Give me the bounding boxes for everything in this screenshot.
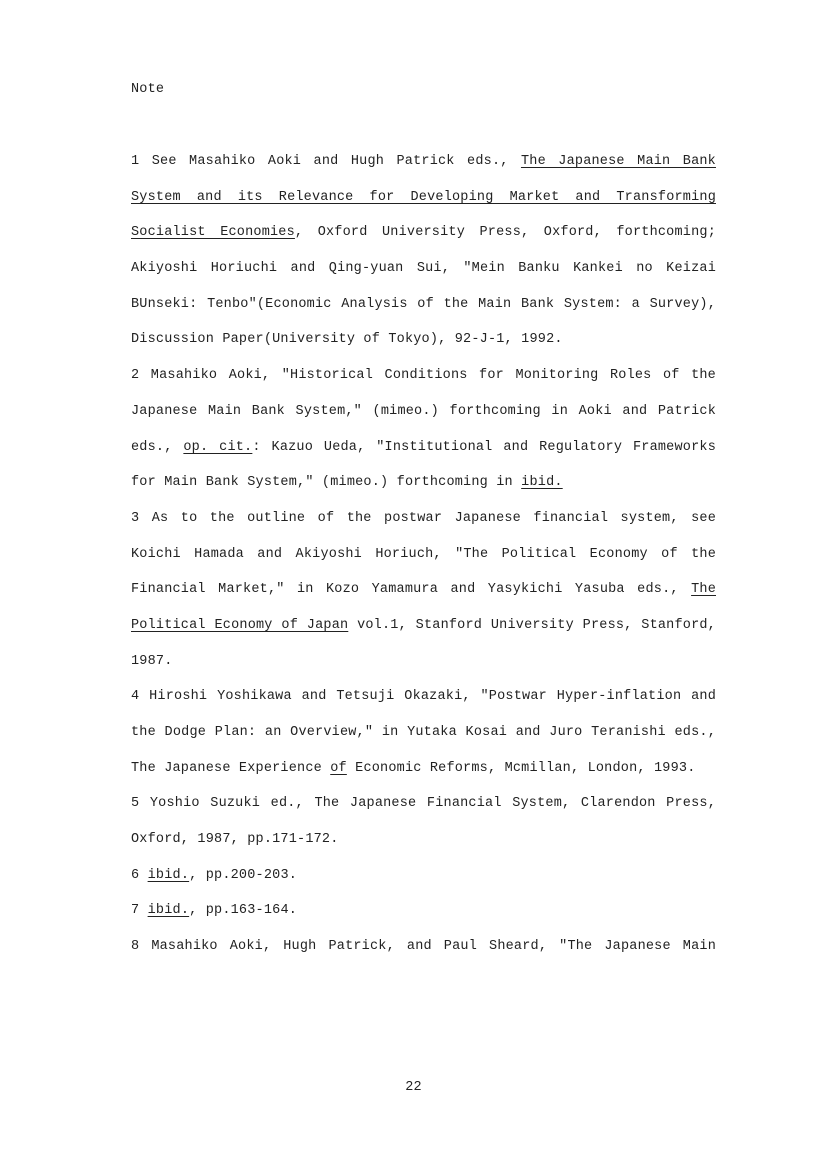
note-text: Oxford, 1987, pp.171-172. [131, 832, 339, 848]
note-line [131, 759, 716, 795]
note-text: Japanese Main Bank System," (mimeo.) forthcoming in Aoki and Patrick [131, 403, 716, 419]
note-line [131, 794, 716, 830]
underlined-title-text: The Japanese Main Bank [520, 154, 716, 169]
page-number: 22 [405, 1080, 422, 1095]
note-text: 2 Masahiko Aoki, "Historical Conditions for Monitoring Roles of the [131, 368, 716, 384]
note-line [131, 330, 716, 366]
underlined-title-text: The [691, 582, 716, 598]
note-line [131, 295, 716, 331]
note-line [131, 152, 716, 188]
note-text: Economic Reforms, Mcmillan, London, 1993. [346, 760, 696, 776]
note-text: 3 As to the outline of the postwar Japanese financial system, see [131, 510, 716, 526]
note-text: Akiyoshi Horiuchi and Qing-yuan Sui, "Mein Banku Kankei no Keizai [131, 261, 716, 277]
underlined-title-text: ibid. [147, 903, 190, 919]
note-text: Financial Market," in Kozo Yamamura and Yasykichi Yasuba eds., [131, 582, 692, 598]
note-text: , Oxford University Press, Oxford, forthcoming; [294, 225, 716, 241]
note-text: 1 See Masahiko Aoki and Hugh Patrick eds., [131, 154, 521, 169]
underlined-title-text: op. cit. [183, 439, 253, 455]
note-text: BUnseki: Tenbo"(Economic Analysis of the Main Bank System: a Survey), [131, 296, 716, 312]
note-text: , pp.200-203. [189, 867, 298, 883]
note-text: 5 Yoshio Suzuki ed., The Japanese Financial System, Clarendon Press, [131, 796, 716, 812]
underlined-title-text: System and its Relevance for Developing Market and Transforming [131, 189, 716, 205]
note-text: the Dodge Plan: an Overview," in Yutaka Kosai and Juro Teranishi eds., [131, 725, 716, 740]
note-line [131, 366, 716, 402]
note-text: 6 [131, 867, 148, 883]
note-line [131, 259, 716, 295]
note-line [131, 402, 716, 438]
note-text: The Japanese Experience [131, 760, 331, 776]
note-line [131, 723, 716, 759]
note-line [131, 473, 716, 509]
underlined-title-text: ibid. [147, 867, 190, 883]
note-text: : Kazuo Ueda, "Institutional and Regulatory Frameworks [252, 439, 716, 455]
note-line [131, 509, 716, 545]
note-text: 1987. [131, 653, 173, 669]
note-text: 7 [131, 903, 148, 919]
note-line [131, 188, 716, 224]
note-line [131, 937, 716, 973]
note-line [131, 901, 716, 937]
note-line [131, 545, 716, 581]
note-line [131, 580, 716, 616]
underlined-title-text: Political Economy of Japan [131, 617, 349, 633]
note-line [131, 616, 716, 652]
note-text: Discussion Paper(University of Tokyo), 92-J-1, 1992. [131, 332, 563, 348]
underlined-title-text: ibid. [521, 475, 563, 491]
note-line [131, 830, 716, 866]
note-text: eds., [131, 439, 184, 455]
note-text: , pp.163-164. [189, 903, 298, 919]
note-line [131, 223, 716, 259]
underlined-title-text: of [330, 760, 347, 776]
note-text: vol.1, Stanford University Press, Stanford, [348, 617, 716, 633]
note-text: 4 Hiroshi Yoshikawa and Tetsuji Okazaki, "Postwar Hyper-inflation and [131, 689, 716, 705]
underlined-title-text: Socialist Economies [131, 225, 295, 241]
note-text: 8 Masahiko Aoki, Hugh Patrick, and Paul Sheard, "The Japanese Main [131, 939, 716, 955]
note-line [131, 866, 716, 902]
note-line [131, 687, 716, 723]
note-line [131, 438, 716, 474]
notes-list [131, 152, 716, 973]
note-text: for Main Bank System," (mimeo.) forthcoming in [131, 475, 522, 491]
notes-heading: Note [131, 82, 165, 97]
note-text: Koichi Hamada and Akiyoshi Horiuch, "The Political Economy of the [131, 546, 716, 562]
note-line [131, 652, 716, 688]
